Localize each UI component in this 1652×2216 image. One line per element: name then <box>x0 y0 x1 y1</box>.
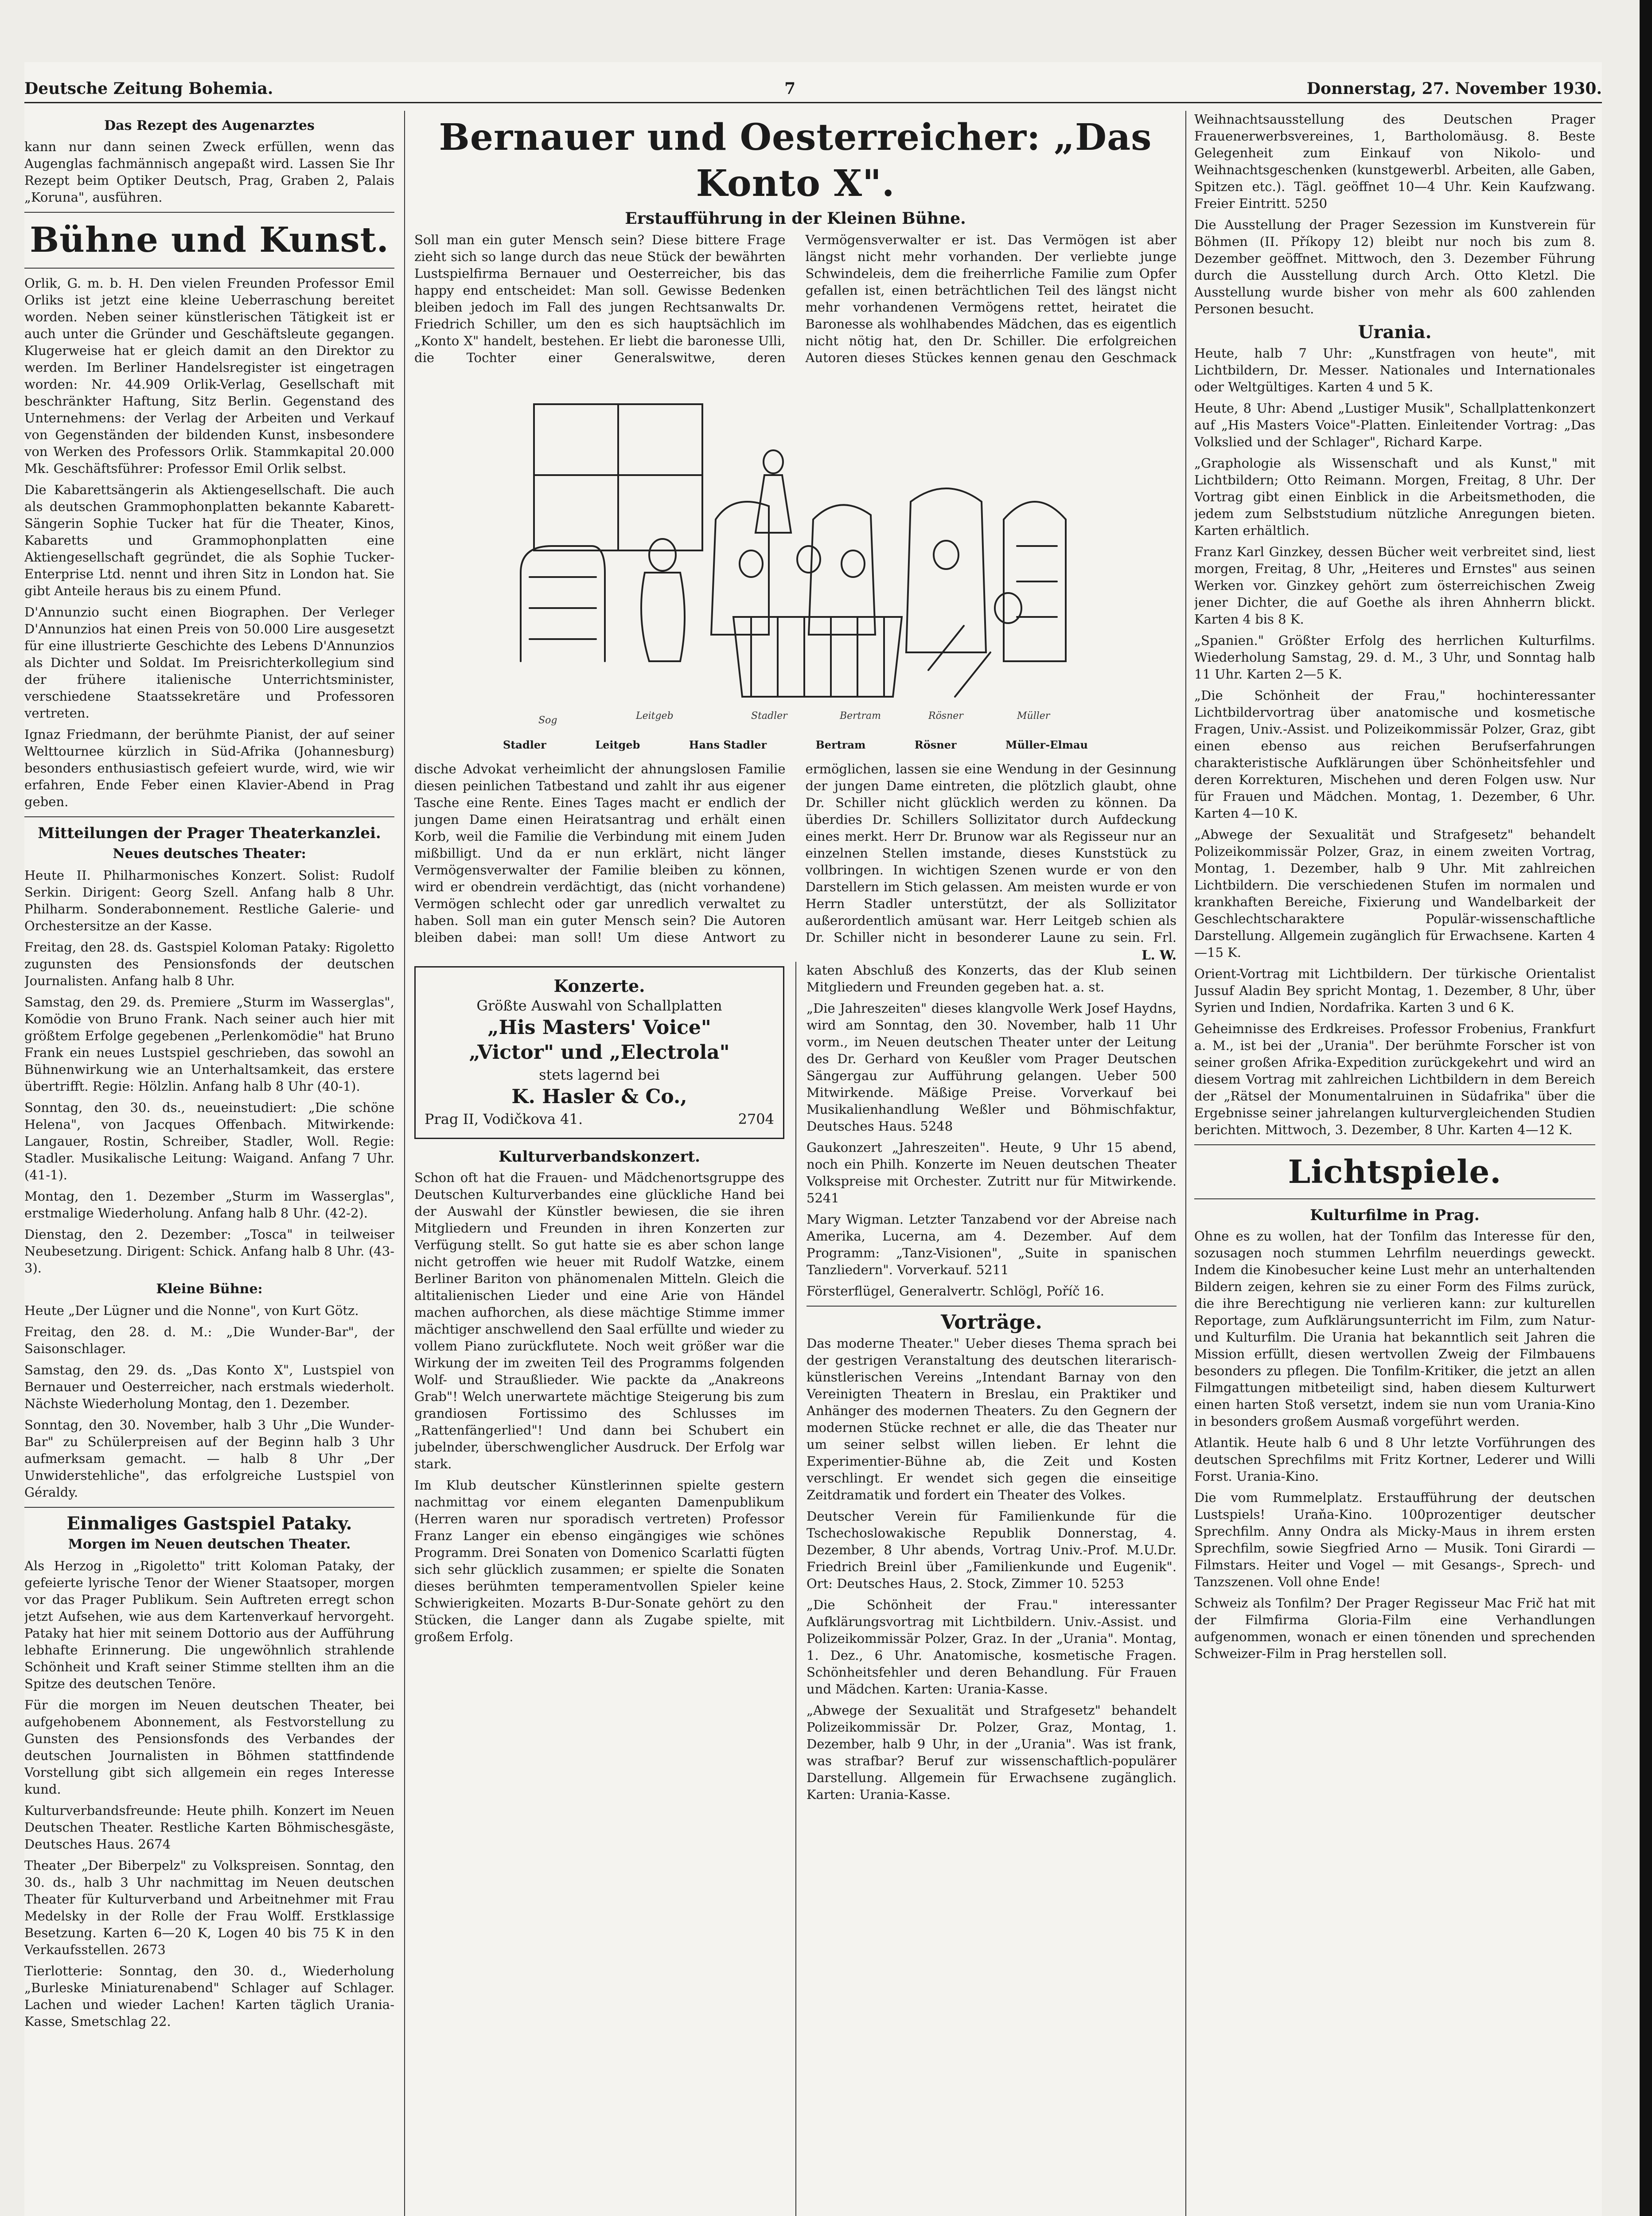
article-paragraph: Heute „Der Lügner und die Nonne", von Kurt Götz. <box>24 1303 359 1318</box>
records-ad-line: stets lagernd bei <box>539 1066 660 1083</box>
newspaper-page <box>24 62 1602 2216</box>
article-paragraph: „Graphologie als Wissenschaft und als Kunst," mit Lichtbildern; Otto Reimann. Morgen, Freitag, 8 Uhr. Der Vortrag gibt einen Einblick in die Arbeitsmethoden, die jedem zum Selbststudium nützliche Anregungen bieten. Karten erhältlich. <box>1194 456 1595 538</box>
article-paragraph: Ignaz Friedmann, der berühmte Pianist, der auf seiner Welttournee kürzlich in Süd-Afrika (Johannesburg) besonders enthusiastisch gefeiert wurde, wird, wie wir erfahren, Ende Feber einen Klavier-Abend in Prag geben. <box>24 727 394 809</box>
article-paragraph: Als Herzog in „Rigoletto" tritt Koloman Pataky, der gefeierte lyrische Tenor der Wiener Staatsoper, morgen vor das Prager Publikum. Sein Auftreten erregt schon jetzt Aufsehen, wie aus dem Kartenverkauf hervorgeht. Pataky hat hier mit seinem Dottorio aus der Aufführung lebhafte Erinnerung. Die ungewöhnlich strahlende Schönheit und Kraft seiner Stimme stellten ihm an die Spitze des deutschen Tenöre. <box>24 1558 394 1691</box>
article-paragraph: Dienstag, den 2. Dezember: „Tosca" in teilweiser Neubesetzung. Dirigent: Schick. Anfang halb 8 Uhr. (43-3). <box>24 1227 394 1276</box>
artist-signature: Rösner <box>928 710 963 722</box>
caption-name: Leitgeb <box>595 738 640 751</box>
article-paragraph: Heute, halb 7 Uhr: „Kunstfragen von heute", mit Lichtbildern, Dr. Messer. Nationales und Internationales oder Weltgültiges. Karten 4 und 5 K. <box>1194 346 1595 394</box>
divider <box>807 1306 1177 1307</box>
article-paragraph: Die Ausstellung der Prager Sezession im Kunstverein für Böhmen (II. Příkopy 12) bleibt nur noch bis zum 8. Dezember geöffnet. Mittwoch, den 3. Dezember Führung durch die Ausstellung durch Arch. Otto Kletzl. Die Ausstellung wurde bisher von mehr als 600 zahlenden Personen besucht. <box>1194 217 1595 316</box>
column-rule <box>795 962 796 2216</box>
guest-performance-subtitle: Morgen im Neuen deutschen Theater. <box>68 1537 351 1552</box>
records-ad-address: Prag II, Vodičkova 41. <box>425 1111 583 1128</box>
optician-ad-title: Das Rezept des Augenarztes <box>104 118 315 133</box>
page-header <box>24 75 1602 103</box>
artist-signature: Stadler <box>751 710 787 722</box>
caption-name: Bertram <box>815 738 866 751</box>
article-paragraph: Freitag, den 28. d. M.: „Die Wunder-Bar", der Saisonschlager. <box>24 1324 394 1356</box>
article-paragraph: Kulturverbandsfreunde: Heute philh. Konzert im Neuen Deutschen Theater. Restliche Karten Böhmischesgäste, Deutsches Haus. 2674 <box>24 1803 394 1852</box>
header-page-number: 7 <box>784 79 796 98</box>
article-paragraph: Theater „Der Biberpelz" zu Volkspreisen. Sonntag, den 30. ds., halb 3 Uhr nachmittag im Neuen deutschen Theater für Kulturverband und Arbeitnehmer mit Frau Medelsky in der Rolle der Frau Wolff. Erstklassige Besetzung. Karten 6—20 K, Logen 40 bis 75 K in den Verkaufsstellen. 2673 <box>24 1858 394 1957</box>
article-paragraph: Orlik, G. m. b. H. Den vielen Freunden Professor Emil Orliks ist jetzt eine kleine Ueberraschung bereitet worden. Neben seiner künstlerischen Tätigkeit ist er auch unter die Gründer und Geschäftsleute gegangen. Klugerweise hat er gleich damit an den Direktor zu werden. Im Berliner Handelsregister ist eingetragen worden: Nr. 44.909 Orlik-Verlag, Gesellschaft mit beschränkter Haftung, Sitz Berlin. Gegenstand des Unternehmens: der Verlag der Arbeiten und Verkauf von Gegenständen der bildenden Kunst, insbesondere von Werken des Professors Orlik. Stammkapital 20.000 Mk. Geschäftsführer: Professor Emil Orlik selbst. <box>24 276 394 476</box>
caption-name: Hans Stadler <box>689 738 767 751</box>
article-paragraph: Atlantik. Heute halb 6 und 8 Uhr letzte Vorführungen des deutschen Sprechfilms mit Fritz Kortner, Lederer und Willi Forst. Urania-Kino. <box>1194 1435 1595 1484</box>
divider <box>1194 1198 1595 1199</box>
feature-article <box>414 111 1177 962</box>
article-paragraph: „Die Schönheit der Frau." interessanter Aufklärungsvortrag mit Lichtbildern. Univ.-Assist. und Polizeikommissär Polzer, Graz. In der „Urania". Montag, 1. Dez., 6 Uhr. Anatomische, kosmetische Fragen. Schönheitsfehler und deren Behandlung. Für Frauen und Mädchen. Karten: Urania-Kasse. <box>807 1597 1177 1697</box>
article-paragraph: „Die Jahreszeiten" dieses klangvolle Werk Josef Haydns, wird am Sonntag, den 30. November, halb 11 Uhr vorm., im Neuen deutschen Theater unter der Leitung des Dr. Gerhard von Keußler vom Prager Deutschen Sängergau zur Aufführung gelangen. Ueber 500 Mitwirkende. Mäßige Preise. Vorverkauf bei Musikalienhandlung Weßler und Böhmischfaktur, Deutsches Haus. 5248 <box>807 1001 1177 1134</box>
header-paper-name: Deutsche Zeitung Bohemia. <box>24 79 273 98</box>
article-paragraph: katen Abschluß des Konzerts, das der Klub seinen Mitgliedern und Freunden gegeben hat. a. st. <box>807 963 1177 995</box>
article-paragraph: Das moderne Theater." Ueber dieses Thema sprach bei der gestrigen Veranstaltung des deutschen literarisch-künstlerischen Vereins „Intendant Barnay von den Vereinigten Theatern in Breslau, ein Praktiker und Anhänger des modernen Theaters. Zu den Gegnern der modernen Stücke rechnet er alle, die das Theater nur um seiner selbst willen lieben. Er lehnt die Experimentier-Bühne ab, die Zeit und Kosten verschlingt. Er wendet sich gegen die einseitige Zeitdramatik und fordert ein Theater des Volkes. <box>807 1336 1177 1502</box>
caption-name: Stadler <box>503 738 546 751</box>
article-paragraph: Heute, 8 Uhr: Abend „Lustiger Musik", Schallplattenkonzert auf „His Masters Voice"-Platten. Einleitender Vortrag: „Das Volkslied und der Schlager", Richard Karpe. <box>1194 401 1595 449</box>
divider <box>24 1507 394 1508</box>
cinema-section-title: Lichtspiele. <box>1288 1153 1502 1190</box>
artist-signature: Leitgeb <box>636 710 674 722</box>
divider <box>24 268 394 269</box>
article-paragraph: Gaukonzert „Jahreszeiten". Heute, 9 Uhr 15 abend, noch ein Philh. Konzerte im Neuen deutschen Theater Volkspreise mit Orchester. Zutritt nur für Mitwirkende. 5241 <box>807 1140 1177 1206</box>
records-ad-brand: „Victor" und „Electrola" <box>469 1041 730 1064</box>
article-paragraph: Ohne es zu wollen, hat der Tonfilm das Interesse für den, sozusagen noch stummen Lehrfilm neuerdings geweckt. Indem die Kinobesucher keine Lust mehr an unterhaltenden Bildern zeigen, kehren sie zu einer Form des Films zurück, die ihre Berechtigung nie verlieren kann: zur kulturellen Reportage, zum Aufklärungsunterricht im Film, zum Natur- und Kulturfilm. Die Urania hat bekanntlich seit Jahren die Mission erfüllt, diesen wertvollen Zweig der Filmbauens besonders zu pflegen. Die Tonfilm-Kritiker, die jetzt an allen Filmgattungen mitbeteiligt sind, haben diesem Kulturwert einen harten Stoß versetzt, indem sie nun vom Urania-Kino in besonders großem Ausmaß vorgeführt werden. <box>1194 1229 1595 1429</box>
article-paragraph: Die vom Rummelplatz. Erstaufführung der deutschen Lustspiels! Uraňa-Kino. 100prozentiger deutscher Sprechfilm. Anny Ondra als Micky-Maus in ihrem ersten Sprechfilm, sowie Siegfried Arno — Musik. Toni Girardi — Filmstars. Heiter und Vogel — mit Gesangs-, Sprech- und Tanzszenen. Voll ohne Ende! <box>1194 1490 1595 1589</box>
caption-name: Rösner <box>914 738 957 751</box>
article-paragraph: „Die Schönheit der Frau," hochinteressanter Lichtbildervortrag über anatomische und kosmetische Fragen, Univ.-Assist. und Polizeikommissär Polzer, Graz, gibt einen ebenso aus reichen Berufserfahrungen charakteristische Aufklärungen über Schönheitsfehler und deren Korrekturen, Mischehen und deren Folgen usw. Nur für Frauen und Mädchen. Montag, 1. Dezember, 6 Uhr. Karten 4—10 K. <box>1194 688 1595 821</box>
records-ad-code: 2704 <box>738 1111 774 1128</box>
divider <box>24 212 394 213</box>
records-ad <box>414 966 784 1139</box>
article-paragraph: Försterflügel, Generalvertr. Schlögl, Poříč 16. <box>807 1284 1104 1299</box>
article-paragraph: Weihnachtsausstellung des Deutschen Prager Frauenerwerbsvereines, 1, Bartholomäusg. 8. Beste Gelegenheit zum Einkauf von Nikolo- und Weihnachtsgeschenken (kunstgewerbl. Arbeiten, alle Gaben, Spitzen etc.). Tägl. geöffnet 10—4 Uhr. Kein Kaufzwang. Freier Eintritt. 5250 <box>1194 112 1595 211</box>
article-paragraph: Orient-Vortrag mit Lichtbildern. Der türkische Orientalist Jussuf Aladin Bey spricht Montag, 1. Dezember, 8 Uhr, über Syrien und Indien, Nordafrika. Karten 3 und 6 K. <box>1194 966 1595 1015</box>
article-paragraph: Schweiz als Tonfilm? Der Prager Regisseur Mac Frič hat mit der Filmfirma Gloria-Film eine Verhandlungen aufgenommen, wonach er einen tönenden und sprechenden Schweizer-Film in Prag herstellen soll. <box>1194 1596 1595 1661</box>
article-paragraph: „Spanien." Größter Erfolg des herrlichen Kulturfilms. Wiederholung Samstag, 29. d. M., 3 Uhr, und Sonntag halb 11 Uhr. Karten 2—5 K. <box>1194 633 1595 682</box>
feature-continuation: dische Advokat verheimlicht der ahnungslosen Familie diesen peinlichen Tatbestand und zahlt ihr aus eigener Tasche eine Rente. Eines Tages macht er endlich der jungen Dame einen Heiratsantrag und erhält einen Korb, weil die Familie die Verbindung mit einem Juden mißbilligt. Und da er nun erklärt, nicht länger Vermögensverwalter der Familie bleiben zu können, wird er obendrein verdächtigt, das (nicht vorhandene) Vermögen schlecht oder gar unredlich verwaltet zu haben. Soll man ein guter Mensch sein? Die Autoren bleiben dabei: man soll! Um diese Antwort zu ermöglichen, lassen sie eine Wendung in der Gesinnung der jungen Dame eintreten, die plötzlich glaubt, ohne Dr. Schiller nicht glücklich werden zu können. Da überdies Dr. Schillers Sollizitator durch Aufdeckung eines merkt. Herr Dr. Brunow war als Regisseur nur an einzelnen Stellen imstande, dieses Kunststück zu vollbringen. In wichtigen Szenen wurde er von den Darstellern im Stich gelassen. Am meisten wurde er von Herrn Stadler unterstützt, der als Sollizitator außerordentlich amüsant war. Herr Leitgeb schien als Dr. Schiller nicht in besonderer Laune zu sein. Frl. <box>414 761 1177 945</box>
article-paragraph: Geheimnisse des Erdkreises. Professor Frobenius, Frankfurt a. M., ist bei der „Urania". Der berühmte Forscher ist von seiner großen Afrika-Expedition zurückgekehrt und wird an diesem Vortrag mit zahlreichen Lichtbildern in dem Bereich der „Rätsel der Monumentalruinen in Südafrika" über die Ergebnisse seiner jahrelangen kulturvergleichenden Studien berichten. Mittwoch, 3. Dezember, 8 Uhr. Karten 4—12 K. <box>1194 1021 1595 1137</box>
column-middle-right <box>807 962 1177 2216</box>
column-right <box>1194 111 1595 2216</box>
article-paragraph: Schon oft hat die Frauen- und Mädchenortsgruppe des Deutschen Kulturverbandes eine glückliche Hand bei der Auswahl der Künstler bewiesen, die sie ihren Mitgliedern und Freunden in ihren Konzerten zur Verfügung stellt. So gut hatte sie es aber schon lange nicht getroffen wie heuer mit Rudolf Watzke, einem Berliner Bariton von phänomenalen Mitteln. Gleich die altitalienischen Lieder und eine Arie von Händel machen aufhorchen, als diese mächtige Stimme immer mächtiger anschwellend den Saal erfüllte und wieder zu vollem Piano zurückflutete. Noch weit größer war die Wirkung der im zweiten Teil des Programms folgenden Wolf- und Straußlieder. Wie packte da „Anakreons Grab"! Welch unerwartete mächtige Steigerung bis zum grandiosen Fortissimo des Schlusses im „Rattenfängerlied"! Und dann bei Schubert ein jubelnder, überschwenglicher Ausdruck. Der Erfolg war stark. <box>414 1170 784 1471</box>
stage-sketch-drawing <box>503 386 1088 732</box>
theater-subheading: Kleine Bühne: <box>156 1281 263 1297</box>
article-paragraph: Sonntag, den 30. November, halb 3 Uhr „Die Wunder-Bar" zu Schülerpreisen auf der Beginn halb 3 Uhr aufmerksam gemacht. — halb 8 Uhr „Der Unwiderstehliche", das erfolgreiche Lustspiel von Géraldy. <box>24 1417 394 1500</box>
artist-signature: Müller <box>1017 710 1050 722</box>
article-paragraph: Die Kabarettsängerin als Aktiengesellschaft. Die auch als deutschen Grammophonplatten bekannte Kabarett-Sängerin Sophie Tucker hat für die Theater, Kinos, Kabaretts und Grammophonplatten eine Aktiengesellschaft gegründet, die als Sophie Tucker-Enterprise Ltd. nennt und ihren Sitz in London hat. Sie gibt Anteile heraus bis zu einem Pfund. <box>24 482 394 598</box>
article-paragraph: D'Annunzio sucht einen Biographen. Der Verleger D'Annunzios hat einen Preis von 50.000 Lire ausgesetzt für eine illustrierte Geschichte des Lebens D'Annunzios als Dichter und Soldat. Im Preisrichterkollegium sind der frühere italienische Unterrichtsminister, verschiedene Staatssekretäre und Professoren vertreten. <box>24 605 394 721</box>
article-paragraph: Tierlotterie: Sonntag, den 30. d., Wiederholung „Burleske Miniaturenabend" Schlager auf Schlager. Lachen und wieder Lachen! Karten täglich Urania-Kasse, Smetschlag 22. <box>24 1963 394 2029</box>
article-paragraph: Samstag, den 29. ds. Premiere „Sturm im Wasserglas", Komödie von Bruno Frank. Nach seiner auch hier mit größtem Erfolge gegebenen „Perlenkomödie" hat Bruno Frank ein neues Lustspiel geschrieben, das sowohl an Bühnenwirkung wie an Unterhaltsamkeit, das erstere übertrifft. Regie: Hölzlin. Anfang halb 8 Uhr (40-1). <box>24 995 394 1094</box>
artist-signature: Bertram <box>840 710 881 722</box>
culture-films-title: Kulturfilme in Prag. <box>1310 1206 1480 1224</box>
records-ad-company: K. Hasler & Co., <box>511 1085 687 1108</box>
article-paragraph: Freitag, den 28. ds. Gastspiel Koloman Pataky: Rigoletto zugunsten des Pensionsfonds der deutschen Journalisten. Anfang halb 8 Uhr. <box>24 940 394 988</box>
guest-performance-title: Einmaliges Gastspiel Pataky. <box>66 1513 352 1534</box>
feature-subtitle: Erstaufführung in der Kleinen Bühne. <box>625 209 966 228</box>
section-title: Bühne und Kunst. <box>30 220 389 260</box>
concert-title: Kulturverbandskonzert. <box>499 1148 700 1166</box>
theater-subheading: Neues deutsches Theater: <box>113 846 306 862</box>
stage-sketch-illustration <box>503 386 1088 732</box>
scan-edge <box>1640 0 1652 2216</box>
article-paragraph: „Abwege der Sexualität und Strafgesetz" behandelt Polizeikommissär Dr. Polzer, Graz, Montag, 1. Dezember, halb 9 Uhr, in der „Urania". Was ist frank, was strafbar? Beruf zur wissenschaftlich-populärer Darstellung. Allgemein für Erwachsene zugänglich. Karten: Urania-Kasse. <box>807 1703 1177 1802</box>
article-paragraph: Samstag, den 29. ds. „Das Konto X", Lustspiel von Bernauer und Oesterreicher, nach erstmals wiederholt. Nächste Wiederholung Montag, den 1. Dezember. <box>24 1362 394 1411</box>
column-rule <box>1185 111 1186 2216</box>
records-ad-title: Konzerte. <box>553 976 645 996</box>
article-paragraph: Sonntag, den 30. ds., neueinstudiert: „Die schöne Helena", von Jacques Offenbach. Mitwirkende: Langauer, Rostin, Schreiber, Stadler, Woll. Regie: Stadler. Musikalische Leitung: Waigand. Anfang 7 Uhr. (41-1). <box>24 1100 394 1182</box>
divider <box>24 816 394 817</box>
records-ad-footer <box>425 1109 774 1129</box>
records-ad-line: Größte Auswahl von Schallplatten <box>476 997 722 1014</box>
article-paragraph: Im Klub deutscher Künstlerinnen spielte gestern nachmittag vor einem eleganten Damenpublikum (Herren waren nur sporadisch vertreten) Professor Franz Langer ein ebenso eingängiges wie schönes Programm. Drei Sonaten von Domenico Scarlatti fügten sich sehr glücklich zusammen; er spielte die Sonaten dieses berühmten temperamentvollen Spieler keine Schwierigkeiten. Mozarts B-Dur-Sonate gehört zu den Stücken, die Langer dann als Zugabe spielte, mit großem Erfolg. <box>414 1478 784 1644</box>
artist-signature: Sog <box>538 715 557 726</box>
article-paragraph: Montag, den 1. Dezember „Sturm im Wasserglas", erstmalige Wiederholung. Anfang halb 8 Uhr. (42-2). <box>24 1189 394 1221</box>
feature-lead: Soll man ein guter Mensch sein? Diese bittere Frage zieht sich so lange durch das neue Stück der bewährten Lustspielfirma Bernauer und Oesterreicher, bis das happy end entscheidet: Man soll. Gewisse Bedenken bleiben jedoch im Fall des jungen Rechtsanwalts Dr. Friedrich Schiller, um den es sich hauptsächlich im „Konto X" handelt, bestehen. Er liebt die baronesse Ulli, die Tochter einer Generalswitwe, deren Vermögensverwalter er ist. Das Vermögen ist aber längst nicht mehr vorhanden. Der verliebte junge Schwindeleis, dem die freiherrliche Familie zum Opfer gefallen ist, einen beträchtlichen Teil des längst nicht mehr vorhandenen Vermögens rettet, heiratet die Baronesse als wohlhabendes Mädchen, das es eigentlich nicht nötig hat, den Dr. Schiller. Die erfolgreichen Autoren dieses Stückes kennen genau den Geschmack <box>414 232 1177 365</box>
urania-title: Urania. <box>1358 322 1432 343</box>
header-date: Donnerstag, 27. November 1930. <box>1306 79 1602 98</box>
lectures-title: Vorträge. <box>941 1311 1042 1334</box>
illustration-caption <box>503 737 1088 753</box>
article-paragraph: Franz Karl Ginzkey, dessen Bücher weit verbreitet sind, liest morgen, Freitag, 8 Uhr, „Heiteres und Ernstes" aus seinen Werken vor. Ginzkey gehört zum österreichischen Zweig jener Dichter, die auf Goethe als ihren Ahnherrn blickt. Karten 4 bis 8 K. <box>1194 544 1595 627</box>
optician-ad-text: kann nur dann seinen Zweck erfüllen, wenn das Augenglas fachmännisch angepaßt wird. Lassen Sie Ihr Rezept beim Optiker Deutsch, Prag, Graben 2, Palais „Koruna", ausführen. <box>24 139 394 205</box>
author-initials: L. W. <box>1142 948 1177 962</box>
column-rule <box>404 111 405 2216</box>
column-middle-left <box>414 962 784 2216</box>
article-paragraph: Mary Wigman. Letzter Tanzabend vor der Abreise nach Amerika, Lucerna, am 4. Dezember. Auf dem Programm: „Tanz-Visionen", „Suite in spanischen Tanzliedern". Vorverkauf. 5211 <box>807 1212 1177 1277</box>
article-paragraph: Deutscher Verein für Familienkunde für die Tschechoslowakische Republik Donnerstag, 4. Dezember, 8 Uhr abends, Vortrag Univ.-Prof. M.U.Dr. Friedrich Breinl über „Familienkunde und Eugenik". Ort: Deutsches Haus, 2. Stock, Zimmer 10. 5253 <box>807 1509 1177 1591</box>
article-paragraph: Für die morgen im Neuen deutschen Theater, bei aufgehobenem Abonnement, als Festvorstellung zu Gunsten des Pensionsfonds des Verbandes der deutschen Journalisten in Böhmen stattfindende Vorstellung gibt sich allgemein ein reges Interesse kund. <box>24 1697 394 1797</box>
column-left <box>24 111 394 2216</box>
article-paragraph: „Abwege der Sexualität und Strafgesetz" behandelt Polizeikommissär Polzer, Graz, in einem zweiten Vortrag, Montag, 1. Dezember, halb 9 Uhr. Mit zahlreichen Lichtbildern. Die verschiedenen Stufen im normalen und krankhaften Bereiche, Fixierung und Wandelbarkeit der Geschlechtscharaktere Populär-wissenschaftliche Darstellung. Allgemein zugänglich für Erwachsene. Karten 4—15 K. <box>1194 827 1595 960</box>
feature-title: Bernauer und Oesterreicher: „Das Konto X". <box>439 116 1152 205</box>
records-ad-brand: „His Masters' Voice" <box>487 1016 711 1039</box>
theater-notes-title: Mitteilungen der Prager Theaterkanzlei. <box>38 824 381 842</box>
divider <box>1194 1144 1595 1145</box>
article-paragraph: Heute II. Philharmonisches Konzert. Solist: Rudolf Serkin. Dirigent: Georg Szell. Anfang halb 8 Uhr. Philharm. Sonderabonnement. Restliche Galerie- und Orchestersitze an der Kasse. <box>24 868 394 933</box>
caption-name: Müller-Elmau <box>1005 738 1088 751</box>
